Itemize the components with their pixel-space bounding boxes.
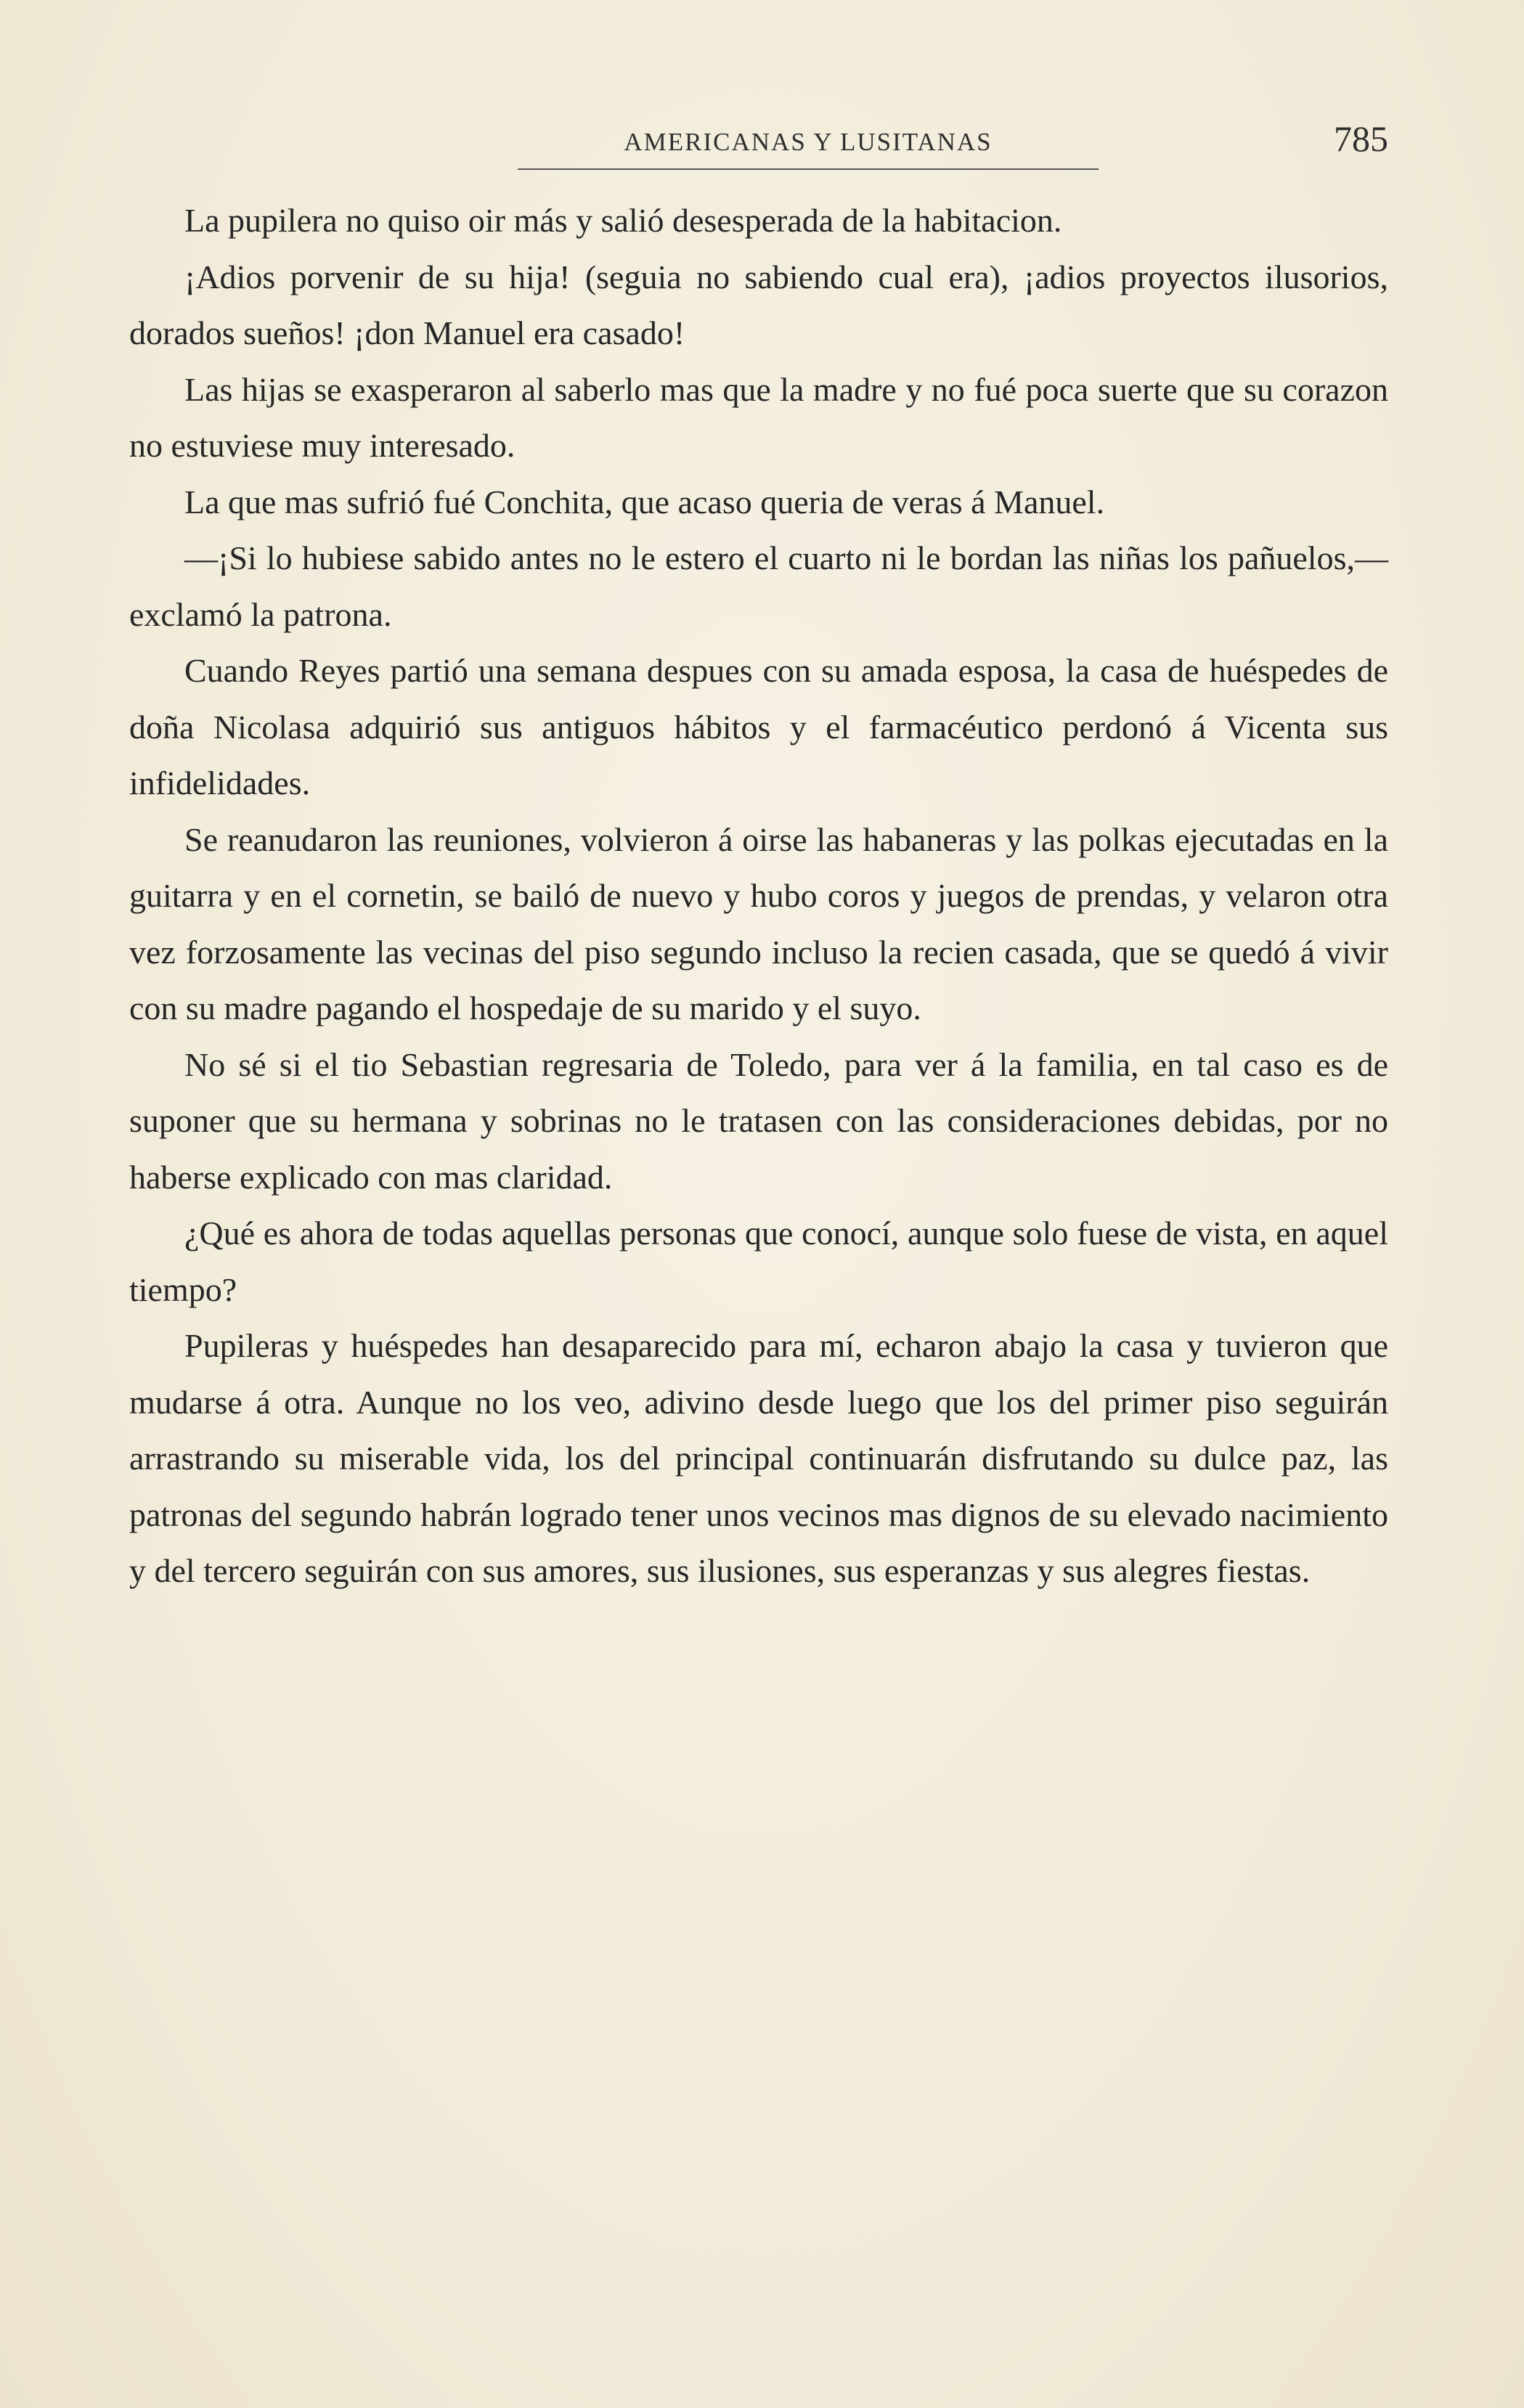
page-number: 785 [1334, 118, 1388, 159]
paragraph-5: —¡Si lo hubiese sabido antes no le estero el cuarto ni le bordan las niñas los pañuelos,—exclamó la patrona. [129, 539, 1388, 633]
bleed-through-mark [131, 2174, 312, 2196]
paragraph-2: ¡Adios porvenir de su hija! (seguia no sabiendo cual era), ¡adios proyectos ilusorios, dorados sueños! ¡don Manuel era casado! [129, 258, 1388, 351]
paragraph-1: La pupilera no quiso oir más y salió desesperada de la habitacion. [184, 202, 1062, 239]
paragraph-9: ¿Qué es ahora de todas aquellas personas que conocí, aunque solo fuese de vista, en aquel tiempo? [129, 1215, 1388, 1308]
paragraph-6: Cuando Reyes partió una semana despues con su amada esposa, la casa de huéspedes de doña Nicolasa adquirió sus antiguos hábitos y el farmacéutico perdonó á Vicenta sus infidelidades. [129, 652, 1388, 801]
paragraph-10: Pupileras y huéspedes han desaparecido para mí, echaron abajo la casa y tuvieron que mudarse á otra. Aunque no los veo, adivino desde luego que los del primer piso seguirán arrastrando su miserable vida, los del principal continuarán disfrutando su dulce paz, las patronas del segundo habrán logrado tener unos vecinos mas dignos de su elevado nacimiento y del tercero seguirán con sus amores, sus ilusiones, sus esperanzas y sus alegres fiestas. [129, 1327, 1388, 1589]
paragraph-8: No sé si el tio Sebastian regresaria de Toledo, para ver á la familia, en tal caso es de suponer que su hermana y sobrinas no le tratasen con las consideraciones debidas, por no haberse explicado con mas claridad. [129, 1045, 1388, 1196]
running-title: AMERICANAS Y LUSITANAS [624, 128, 993, 156]
header-rule [518, 168, 1099, 170]
paragraph-3: Las hijas se exasperaron al saberlo mas que la madre y no fué poca suerte que su corazon no estuviese muy interesado. [129, 370, 1388, 464]
paragraph-7: Se reanudaron las reuniones, volvieron á oirse las habaneras y las polkas ejecutadas en la guitarra y en el cornetin, se bailó de nuevo y hubo coros y juegos de prendas, y velaron otra vez forzosamente las vecinas del piso segundo incluso la recien casada, que se quedó á vivir con su madre pagando el hospedaje de su marido y el suyo. [129, 820, 1388, 1027]
body-text [129, 192, 1388, 1599]
paragraph-4: La que mas sufrió fué Conchita, que acaso queria de veras á Manuel. [184, 483, 1105, 521]
page-header [129, 115, 1388, 166]
